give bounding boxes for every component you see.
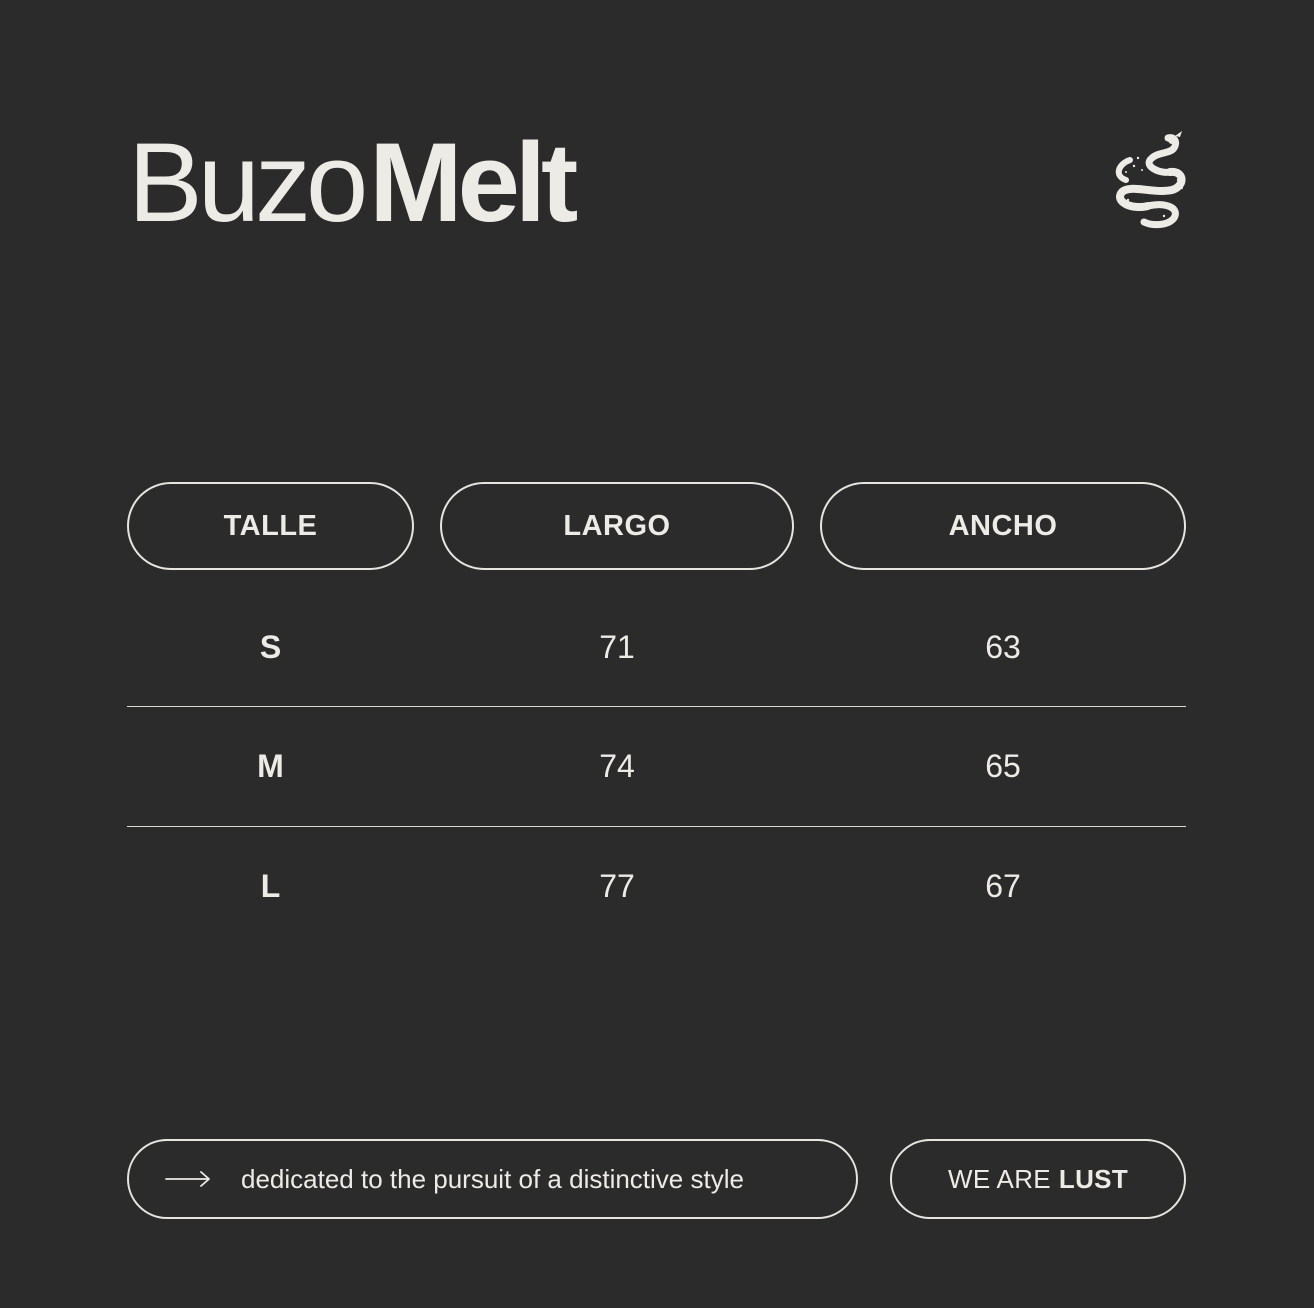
cell-largo: 71 xyxy=(599,629,635,665)
snake-icon xyxy=(1108,130,1190,230)
cell-ancho: 63 xyxy=(985,629,1021,665)
header-ancho: ANCHO xyxy=(820,482,1186,570)
title-bold: Melt xyxy=(369,120,574,245)
tagline-text: dedicated to the pursuit of a distinctive style xyxy=(241,1163,744,1194)
brand-pill xyxy=(890,1139,1186,1219)
cell-ancho: 65 xyxy=(985,748,1021,784)
brand-light: WE ARE xyxy=(947,1163,1051,1194)
table-row xyxy=(127,707,1186,826)
arrow-right-icon xyxy=(165,1169,211,1189)
cell-largo: 74 xyxy=(599,748,635,784)
cell-largo: 77 xyxy=(599,868,635,904)
page-title xyxy=(128,118,573,248)
cell-size: S xyxy=(259,629,282,665)
cell-size: M xyxy=(257,748,284,784)
cell-ancho: 67 xyxy=(985,868,1021,904)
header-talle: TALLE xyxy=(127,482,414,570)
cell-size: L xyxy=(260,868,281,904)
table-row xyxy=(127,827,1186,946)
brand-bold: LUST xyxy=(1058,1163,1129,1194)
header-largo: LARGO xyxy=(440,482,794,570)
title-light: Buzo xyxy=(128,120,364,245)
table-row xyxy=(127,588,1186,707)
tagline-pill xyxy=(127,1139,858,1219)
